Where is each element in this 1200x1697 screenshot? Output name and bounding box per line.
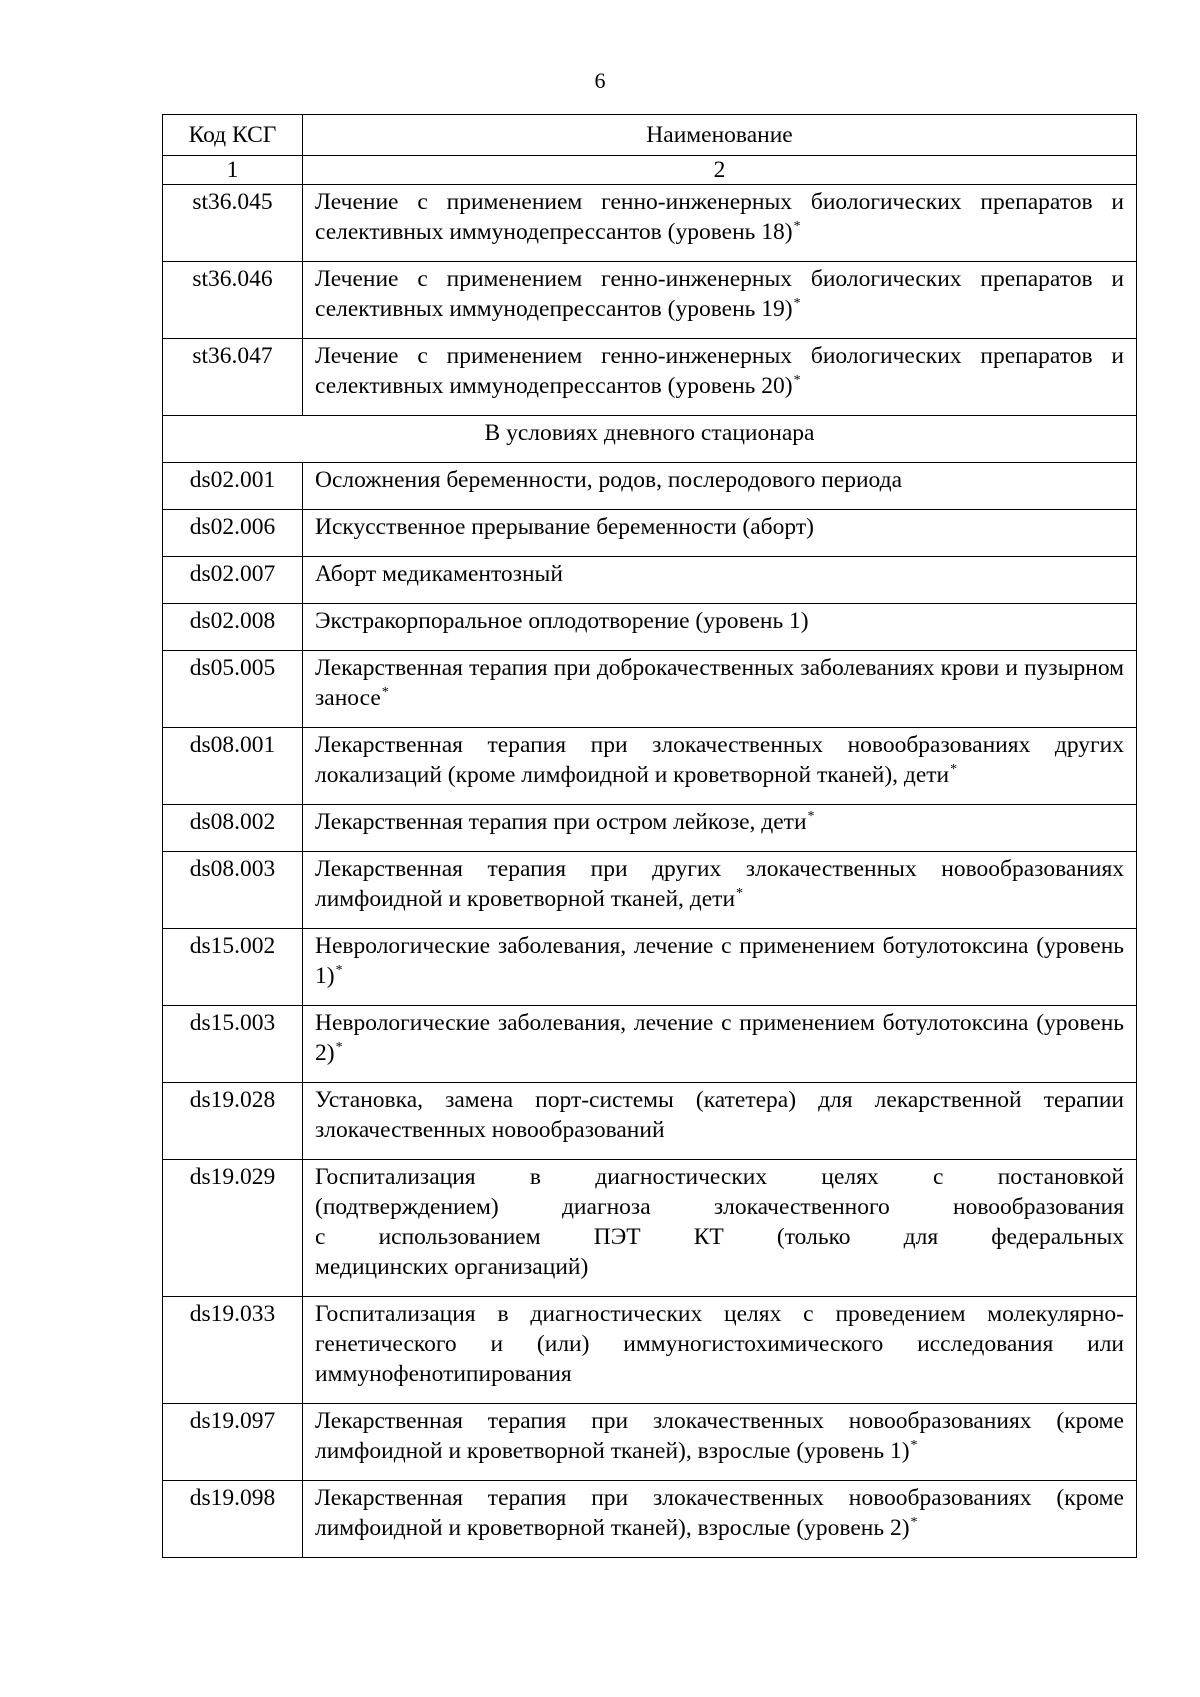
ksg-name [303,929,1137,1006]
ksg-code: ds08.003 [163,852,303,929]
page-number: 6 [594,68,606,93]
ksg-code: ds19.029 [163,1160,303,1297]
table-row [163,557,1137,604]
ksg-name [303,651,1137,728]
ksg-name-line: медицинских организаций) [315,1254,589,1280]
ksg-name [303,1481,1137,1558]
table-row [163,1006,1137,1083]
footnote-marker: * [910,1438,918,1453]
ksg-name-line: (подтверждением) диагноза злокачественного новообразования [315,1194,1124,1220]
ksg-name-text: Искусственное прерывание беременности (аборт) [315,514,814,540]
ksg-code: ds02.008 [163,604,303,651]
ksg-name-text: Установка, замена порт-системы (катетера) для лекарственной терапии злокачественных новообразований [315,1087,1124,1143]
ksg-code: ds05.005 [163,651,303,728]
ksg-name [303,463,1137,510]
ksg-code: ds02.007 [163,557,303,604]
table-row [163,510,1137,557]
section-row [163,416,1137,463]
ksg-name-text: Экстракорпоральное оплодотворение (уровень 1) [315,608,809,634]
ksg-code: ds19.097 [163,1404,303,1481]
ksg-name-text: Лекарственная терапия при злокачественных новообразованиях других локализаций (кроме лимфоидной и кроветворной тканей), дети [315,732,1124,788]
table-row [163,651,1137,728]
ksg-name [303,557,1137,604]
ksg-code: st36.045 [163,185,303,262]
ksg-name-text: Лекарственная терапия при злокачественных новообразованиях (кроме лимфоидной и кроветворной тканей), взрослые (уровень 2) [315,1485,1124,1541]
column-number-2: 2 [303,156,1137,185]
table-row [163,262,1137,339]
ksg-name-text: Лекарственная терапия при доброкачественных заболеваниях крови и пузырном заносе [315,655,1124,711]
ksg-name [303,1083,1137,1160]
ksg-name-text: Осложнения беременности, родов, послеродового периода [315,467,903,493]
ksg-code: ds15.002 [163,929,303,1006]
footnote-marker: * [335,963,343,978]
footnote-marker: * [807,809,815,824]
ksg-name [303,1160,1137,1297]
column-number-1: 1 [163,156,303,185]
ksg-name-text: Лекарственная терапия при других злокачественных новообразованиях лимфоидной и кроветворной тканей, дети [315,856,1124,912]
ksg-code: ds19.028 [163,1083,303,1160]
ksg-code: ds19.098 [163,1481,303,1558]
ksg-name-text: Неврологические заболевания, лечение с применением ботулотоксина (уровень 1) [315,933,1124,989]
ksg-name [303,728,1137,805]
ksg-name [303,185,1137,262]
footnote-marker: * [793,373,801,388]
table-row [163,463,1137,510]
ksg-name [303,852,1137,929]
ksg-table [162,114,1137,1558]
ksg-name [303,604,1137,651]
table-row [163,852,1137,929]
ksg-name [303,262,1137,339]
table-row [163,1297,1137,1404]
footnote-marker: * [793,296,801,311]
table-row [163,1404,1137,1481]
ksg-name-line: Госпитализация в диагностических целях с постановкой [315,1164,1124,1190]
ksg-name-text: Неврологические заболевания, лечение с применением ботулотоксина (уровень 2) [315,1010,1124,1066]
table-row [163,1160,1137,1297]
footnote-marker: * [910,1515,918,1530]
ksg-code: st36.046 [163,262,303,339]
table-row [163,805,1137,852]
ksg-name-text: Госпитализация в диагностических целях с проведением молекулярно-генетического и (или) иммуногистохимического исследования или иммунофенотипирования [315,1301,1124,1387]
table-header-row [163,115,1137,156]
column-number-row [163,156,1137,185]
header-name: Наименование [303,115,1137,156]
footnote-marker: * [793,219,801,234]
ksg-name-text: Лечение с применением генно-инженерных биологических препаратов и селективных иммунодепрессантов (уровень 20) [315,343,1124,399]
table-row [163,929,1137,1006]
ksg-name-text: Лечение с применением генно-инженерных биологических препаратов и селективных иммунодепрессантов (уровень 19) [315,266,1124,322]
section-title: В условиях дневного стационара [163,416,1137,463]
ksg-name [303,1404,1137,1481]
ksg-name [303,1006,1137,1083]
ksg-name-text: Лечение с применением генно-инженерных биологических препаратов и селективных иммунодепрессантов (уровень 18) [315,189,1124,245]
ksg-name-line: с использованием ПЭТ КТ (только для федеральных [315,1224,1124,1250]
table-row [163,1083,1137,1160]
ksg-code: st36.047 [163,339,303,416]
footnote-marker: * [335,1040,343,1055]
ksg-code: ds02.001 [163,463,303,510]
ksg-name [303,805,1137,852]
table-row [163,1481,1137,1558]
table-row [163,604,1137,651]
footnote-marker: * [381,685,389,700]
footnote-marker: * [736,886,744,901]
ksg-name [303,510,1137,557]
table-row [163,728,1137,805]
footnote-marker: * [950,762,958,777]
ksg-name-text: Лекарственная терапия при злокачественных новообразованиях (кроме лимфоидной и кроветворной тканей), взрослые (уровень 1) [315,1408,1124,1464]
ksg-code: ds15.003 [163,1006,303,1083]
ksg-name [303,1297,1137,1404]
table-row [163,185,1137,262]
table-row [163,339,1137,416]
ksg-name-text: Аборт медикаментозный [315,561,563,587]
ksg-code: ds08.001 [163,728,303,805]
ksg-code: ds02.006 [163,510,303,557]
ksg-code: ds08.002 [163,805,303,852]
ksg-name [303,339,1137,416]
ksg-name-text: Лекарственная терапия при остром лейкозе, дети [315,809,807,835]
header-code: Код КСГ [163,115,303,156]
ksg-code: ds19.033 [163,1297,303,1404]
